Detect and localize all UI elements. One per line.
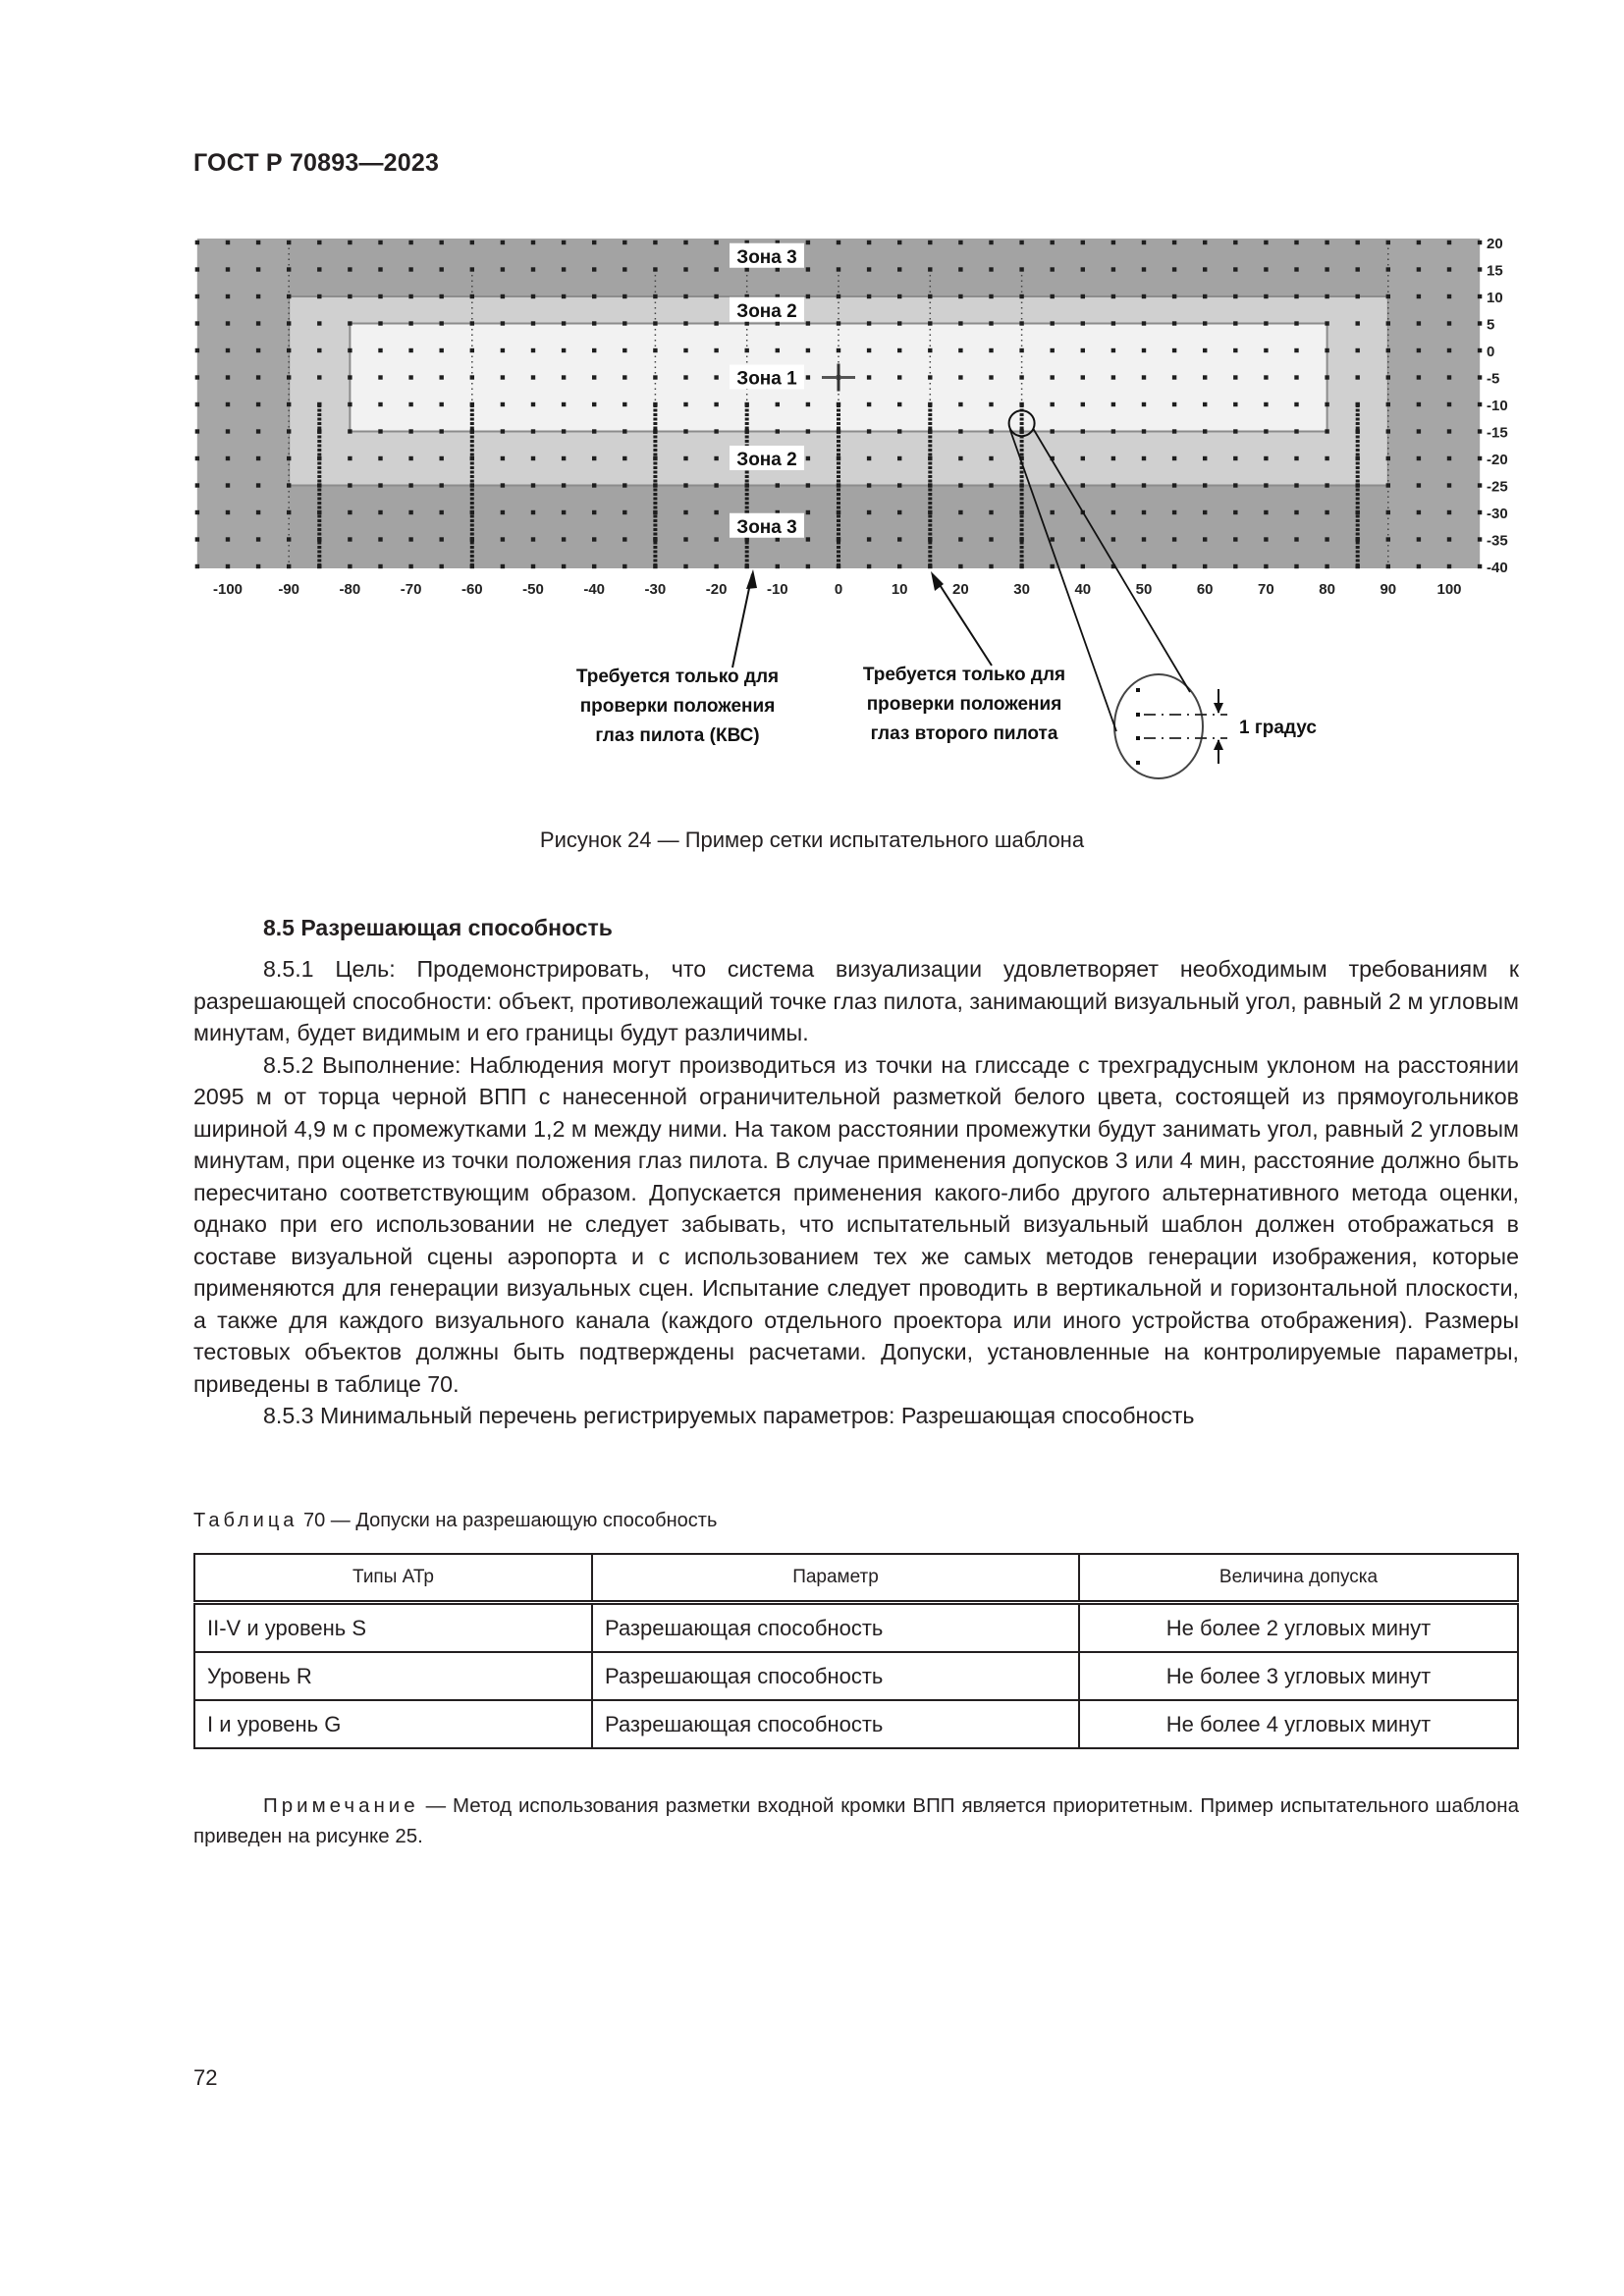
table-caption	[193, 1510, 717, 1532]
cell-atr-type: I и уровень G	[194, 1700, 592, 1748]
x-tick-label: 40	[1074, 581, 1092, 598]
test-pattern-figure	[0, 0, 1624, 815]
y-tick-label: 15	[1487, 262, 1503, 280]
x-tick-label: -80	[339, 581, 361, 598]
table-caption-prefix: Таблица	[193, 1510, 298, 1531]
note-text: — Метод использования разметки входной кромки ВПП является приоритетным. Пример испытательного шаблона приведен на рисунке 25.	[193, 1794, 1519, 1847]
figure-caption: Рисунок 24 — Пример сетки испытательного шаблона	[539, 828, 1085, 852]
y-tick-label: 0	[1487, 344, 1495, 360]
table-row	[194, 1603, 1518, 1653]
y-tick-label: 10	[1487, 290, 1503, 306]
y-tick-label: -40	[1487, 560, 1508, 576]
x-tick-label: 60	[1196, 581, 1214, 598]
note-label: Примечание	[263, 1794, 419, 1817]
callout-text: Требуется только для	[575, 667, 780, 687]
y-tick-label: -10	[1487, 398, 1508, 414]
page-number: 72	[193, 2065, 218, 2090]
zone-label: Зона 3	[736, 516, 797, 538]
y-tick-label: -5	[1487, 370, 1500, 388]
x-tick-label: -100	[212, 581, 244, 598]
x-tick-label: -30	[644, 581, 667, 598]
callout-text: глаз второго пилота	[870, 723, 1058, 744]
zone-label: Зона 1	[736, 368, 797, 390]
zone-label: Зона 2	[736, 450, 797, 470]
inset-label: 1 градус	[1239, 718, 1317, 738]
header-tolerance: Величина допуска	[1079, 1554, 1518, 1603]
zone-label: Зона 3	[736, 246, 797, 268]
callout-text: глаз пилота (КВС)	[595, 725, 760, 746]
callout-text: проверки положения	[866, 694, 1062, 715]
cell-parameter: Разрешающая способность	[592, 1652, 1079, 1700]
cell-tolerance: Не более 3 угловых минут	[1079, 1652, 1518, 1700]
y-tick-label: -20	[1487, 452, 1508, 468]
cell-atr-type: Уровень R	[194, 1652, 592, 1700]
x-tick-label: 0	[834, 581, 843, 598]
zone-label: Зона 2	[736, 300, 797, 322]
x-tick-label: -90	[278, 581, 300, 598]
section-title: 8.5 Разрешающая способность	[263, 915, 613, 940]
section-body	[193, 953, 1519, 1432]
cell-parameter: Разрешающая способность	[592, 1700, 1079, 1748]
x-tick-label: 80	[1319, 581, 1335, 598]
x-tick-label: -60	[460, 581, 483, 598]
table-header-row	[194, 1554, 1518, 1603]
x-tick-label: 30	[1013, 581, 1030, 598]
x-tick-label: -40	[583, 581, 606, 598]
callout-text: проверки положения	[579, 696, 776, 717]
x-tick-label: -10	[766, 581, 788, 598]
paragraph-8-5-3: 8.5.3 Минимальный перечень регистрируемых параметров: Разрешающая способность	[263, 1403, 1195, 1428]
cell-tolerance: Не более 4 угловых минут	[1079, 1700, 1518, 1748]
x-tick-label: 70	[1258, 581, 1274, 598]
x-tick-label: 10	[891, 581, 908, 598]
x-tick-label: 50	[1135, 581, 1153, 598]
table-row	[194, 1652, 1518, 1700]
y-tick-label: -30	[1487, 506, 1508, 522]
x-tick-label: -20	[705, 581, 728, 598]
paragraph-8-5-1: 8.5.1 Цель: Продемонстрировать, что система визуализации удовлетворяет необходимым требованиям к разрешающей способности: объект, противолежащий точке глаз пилота, занимающий визуальный угол, равный 2 м угловым минутам, будет видимым и его границы будут различимы.	[193, 956, 1519, 1045]
y-tick-label: -25	[1487, 478, 1508, 496]
y-tick-label: 20	[1487, 236, 1503, 252]
x-axis-ticks	[213, 581, 1462, 598]
x-tick-label: -70	[400, 581, 422, 598]
table-caption-text: 70 — Допуски на разрешающую способность	[298, 1510, 718, 1531]
header-atr-types: Типы АТр	[194, 1554, 592, 1603]
x-tick-label: 100	[1436, 581, 1462, 598]
cell-atr-type: II-V и уровень S	[194, 1603, 592, 1653]
callout-text: Требуется только для	[862, 665, 1066, 685]
y-tick-label: -15	[1487, 424, 1508, 442]
cell-parameter: Разрешающая способность	[592, 1603, 1079, 1653]
y-tick-label: -35	[1487, 532, 1508, 550]
tolerance-table	[193, 1553, 1519, 1749]
y-axis-ticks	[1487, 236, 1508, 576]
note	[193, 1790, 1519, 1851]
x-tick-label: -50	[522, 581, 544, 598]
y-tick-label: 5	[1487, 316, 1495, 334]
paragraph-8-5-2: 8.5.2 Выполнение: Наблюдения могут производиться из точки на глиссаде с трехградусным уклоном на расстоянии 2095 м от торца черной ВПП с нанесенной ограничительной разметкой белого цвета, состоящей из прямоугольников шириной 4,9 м с промежутками 1,2 м между ними. На таком расстоянии промежутки будут занимать угол, равный 2 угловым минутам, при оценке из точки положения глаз пилота. В случае применения допусков 3 или 4 мин, расстояние должно быть пересчитано соответствующим образом. Допускается применения какого-либо другого альтернативного метода оценки, однако при его использовании не следует забывать, что испытательный визуальный шаблон должен отображаться в составе визуальной сцены аэропорта и с использованием тех же самых методов генерации изображения, которые применяются для генерации визуальных сцен. Испытание следует проводить в вертикальной и горизонтальной плоскости, а также для каждого визуального канала (каждого отдельного проектора или иного устройства отображения). Размеры тестовых объектов должны быть подтверждены расчетами. Допуски, установленные на контролируемые параметры, приведены в таблице 70.	[193, 1051, 1519, 1397]
x-tick-label: 20	[952, 581, 969, 598]
header-parameter: Параметр	[592, 1554, 1079, 1603]
table-row	[194, 1700, 1518, 1748]
x-tick-label: 90	[1380, 581, 1397, 598]
cell-tolerance: Не более 2 угловых минут	[1079, 1603, 1518, 1653]
document-header: ГОСТ Р 70893—2023	[193, 149, 440, 177]
